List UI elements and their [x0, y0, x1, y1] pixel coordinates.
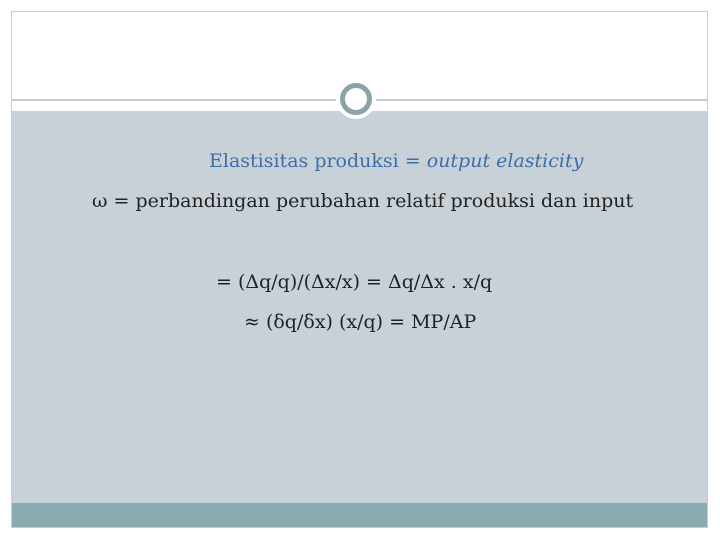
title-italic-text: output elasticity — [426, 150, 584, 172]
formula-line-1: = (Δq/q)/(Δx/x) = Δq/Δx . x/q — [216, 271, 493, 293]
slide-frame — [11, 11, 708, 528]
circle-ornament-icon — [336, 79, 376, 119]
formula-line-2: ≈ (δq/δx) (x/q) = MP/AP — [244, 311, 477, 333]
definition-text: ω = perbandingan perubahan relatif produksi dan input — [92, 190, 634, 212]
title-main-text: Elastisitas produksi = — [209, 150, 427, 172]
footer-bar — [12, 503, 707, 528]
slide-title — [209, 150, 583, 172]
